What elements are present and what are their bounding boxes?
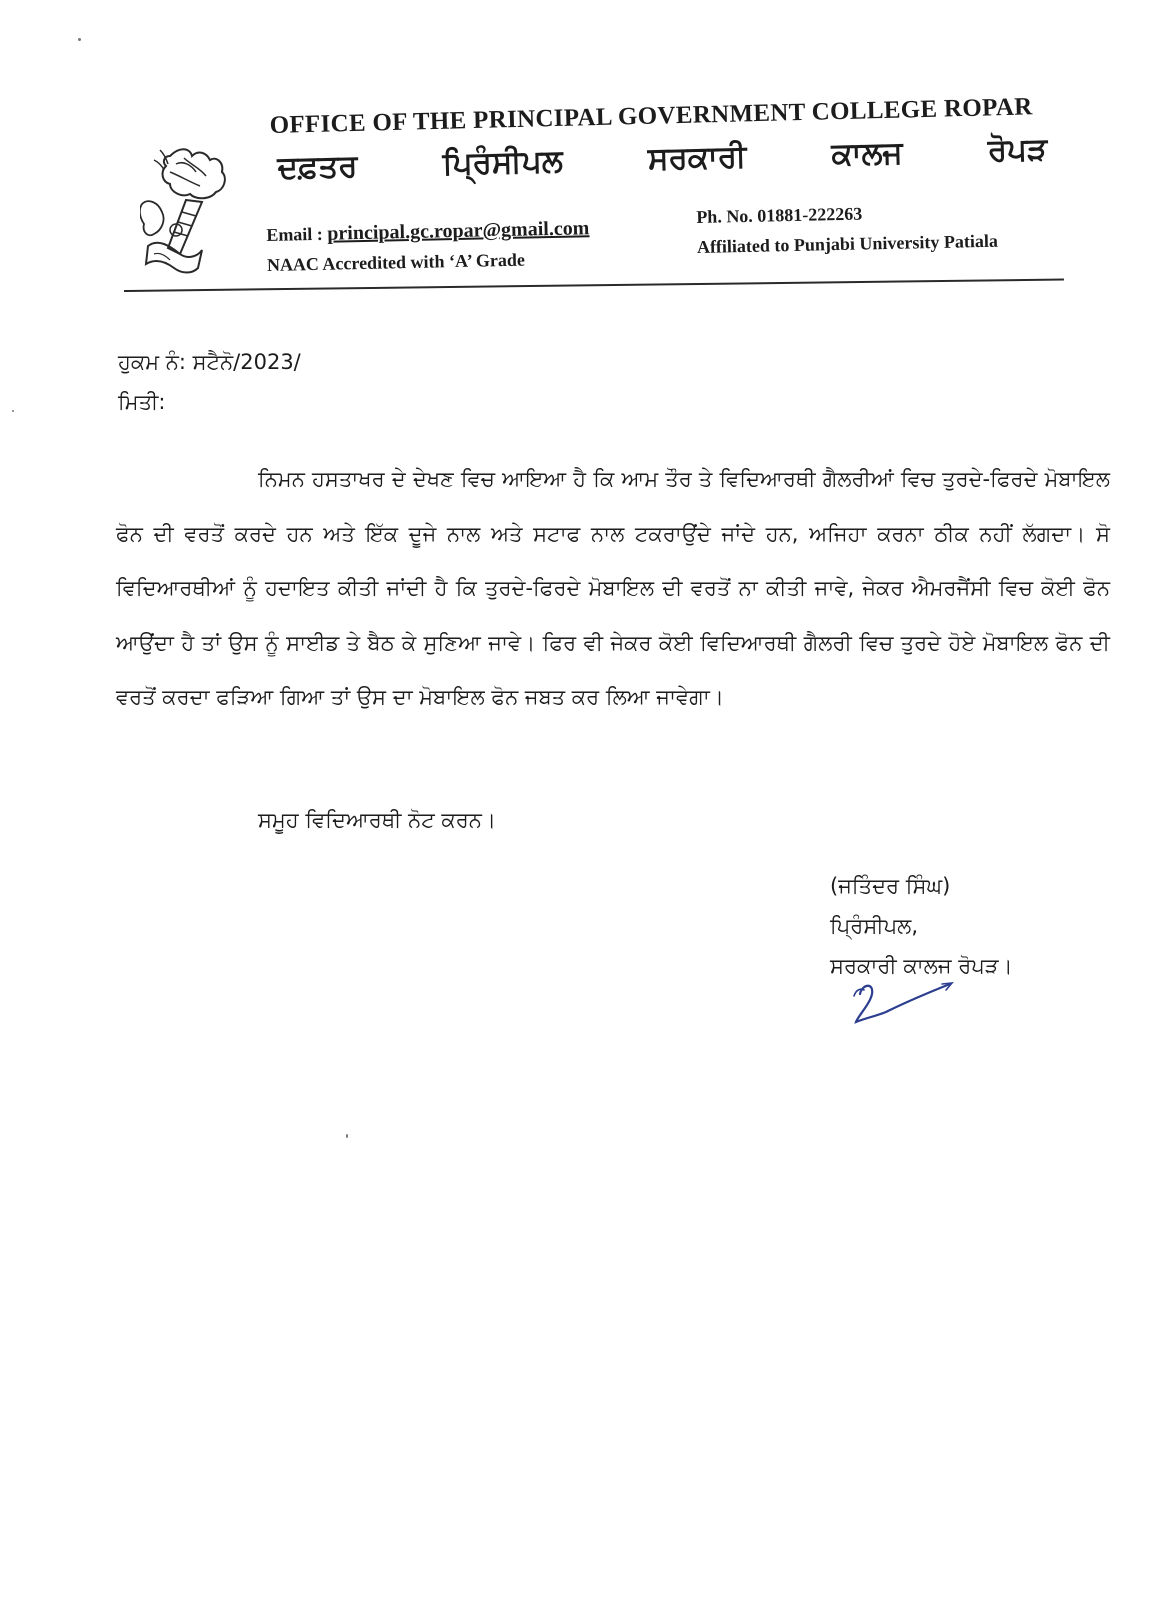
email-label: Email : — [266, 223, 324, 245]
email-link[interactable]: principal.gc.ropar@gmail.com — [327, 217, 590, 245]
title-word: ਕਾਲਜ — [831, 134, 904, 173]
contact-left — [266, 213, 590, 280]
letterhead — [130, 92, 1090, 312]
phone-number: Ph. No. 01881-222263 — [696, 203, 863, 227]
college-title-punjabi — [277, 131, 1048, 187]
title-word: ਰੋਪੜ — [987, 131, 1048, 169]
contact-right — [696, 196, 998, 262]
signature-block — [830, 866, 1013, 986]
order-date: ਮਿਤੀ: — [118, 390, 166, 414]
signatory-designation: ਪ੍ਰਿੰਸੀਪਲ, — [830, 914, 919, 938]
scan-speck — [78, 38, 81, 41]
title-word: ਪ੍ਰਿੰਸੀਪਲ — [442, 143, 564, 182]
naac-accreditation: NAAC Accredited with ‘A’ Grade — [266, 249, 526, 275]
notice-closing: ਸਮੂਹ ਵਿਦਿਆਰਥੀ ਨੋਟ ਕਰਨ। — [258, 808, 497, 832]
handwritten-signature-icon — [846, 972, 966, 1032]
scan-speck — [346, 1134, 348, 1138]
notice-body: ਨਿਮਨ ਹਸਤਾਖਰ ਦੇ ਦੇਖਣ ਵਿਚ ਆਇਆ ਹੈ ਕਿ ਆਮ ਤੌਰ ਤੇ ਵਿਦਿਆਰਥੀ ਗੈਲਰੀਆਂ ਵਿਚ ਤੁਰਦੇ-ਫਿਰਦੇ ਮੋਬਾਇਲ ਫੋਨ ਦੀ ਵਰਤੋਂ ਕਰਦੇ ਹਨ ਅਤੇ ਇੱਕ ਦੂਜੇ ਨਾਲ ਅਤੇ ਸਟਾਫ ਨਾਲ ਟਕਰਾਉਂਦੇ ਜਾਂਦੇ ਹਨ, ਅਜਿਹਾ ਕਰਨਾ ਠੀਕ ਨਹੀਂ ਲੱਗਦਾ। ਸੋ ਵਿਦਿਆਰਥੀਆਂ ਨੂੰ ਹਦਾਇਤ ਕੀਤੀ ਜਾਂਦੀ ਹੈ ਕਿ ਤੁਰਦੇ-ਫਿਰਦੇ ਮੋਬਾਇਲ ਦੀ ਵਰਤੋਂ ਨਾ ਕੀਤੀ ਜਾਵੇ, ਜੇਕਰ ਐਮਰਜੈਂਸੀ ਵਿਚ ਕੋਈ ਫੋਨ ਆਉਂਦਾ ਹੈ ਤਾਂ ਉਸ ਨੂੰ ਸਾਈਡ ਤੇ ਬੈਠ ਕੇ ਸੁਣਿਆ ਜਾਵੇ। ਫਿਰ ਵੀ ਜੇਕਰ ਕੋਈ ਵਿਦਿਆਰਥੀ ਗੈਲਰੀ ਵਿਚ ਤੁਰਦੇ ਹੋਏ ਮੋਬਾਇਲ ਫੋਨ ਦੀ ਵਰਤੋਂ ਕਰਦਾ ਫੜਿਆ ਗਿਆ ਤਾਂ ਉਸ ਦਾ ਮੋਬਾਇਲ ਫੋਨ ਜਬਤ ਕਰ ਲਿਆ ਜਾਵੇਗਾ। — [116, 467, 1110, 709]
order-meta — [118, 342, 301, 422]
title-word: ਦਫ਼ਤਰ — [277, 148, 358, 187]
letterhead-divider — [124, 279, 1064, 292]
college-title-english: OFFICE OF THE PRINCIPAL GOVERNMENT COLLEGE ROPAR — [269, 93, 1033, 140]
scan-speck — [12, 410, 14, 412]
order-number: ਹੁਕਮ ਨੰ: ਸਟੈਨੋ/2023/ — [118, 350, 301, 374]
affiliation: Affiliated to Punjabi University Patiala — [696, 230, 999, 257]
signatory-name: (ਜਤਿੰਦਰ ਸਿੰਘ) — [830, 874, 951, 898]
signatory-institution: ਸਰਕਾਰੀ ਕਾਲਜ ਰੋਪੜ। — [830, 954, 1013, 978]
title-word: ਸਰਕਾਰੀ — [647, 138, 747, 177]
torch-emblem-icon — [140, 142, 232, 282]
